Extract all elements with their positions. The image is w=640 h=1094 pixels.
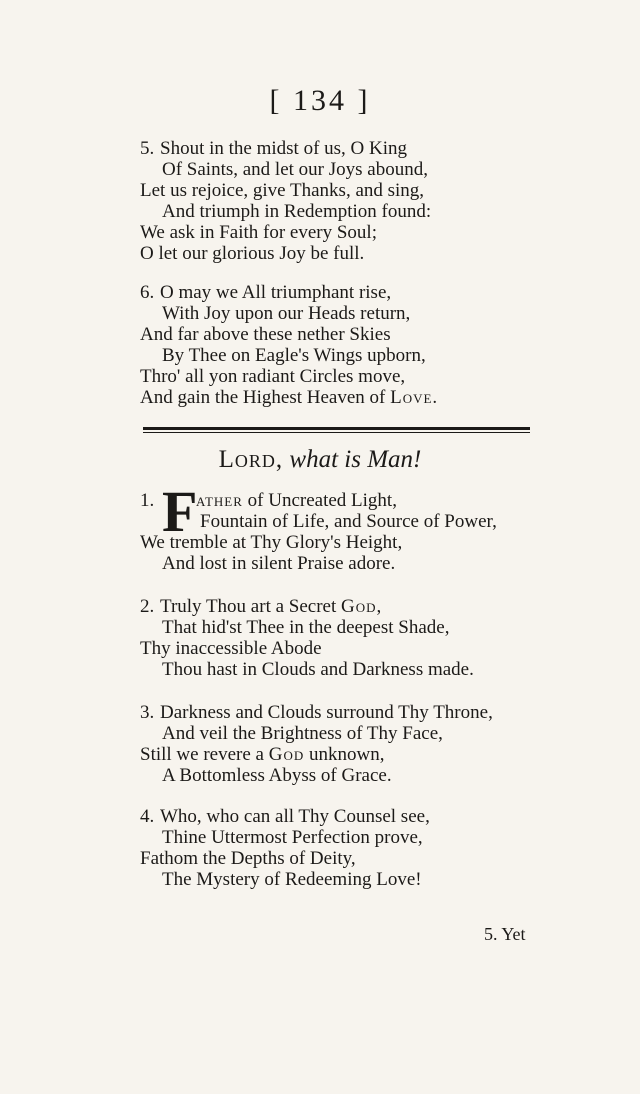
verse-line: Who, who can all Thy Counsel see, [160, 806, 430, 827]
verse-line: Thou hast in Clouds and Darkness made. [162, 659, 474, 680]
verse-line: Thine Uttermost Perfection prove, [162, 827, 423, 848]
verse-line: O let our glorious Joy be full. [140, 243, 365, 264]
verse-line: That hid'st Thee in the deepest Shade, [162, 617, 450, 638]
verse-line: And lost in silent Praise adore. [162, 553, 396, 574]
page-number: [ 134 ] [269, 84, 371, 117]
verse-line: With Joy upon our Heads return, [162, 303, 411, 324]
verse-line: A Bottomless Abyss of Grace. [162, 765, 392, 786]
title-italic: what is Man! [289, 446, 422, 473]
verse-line: We ask in Faith for every Soul; [140, 222, 377, 243]
hymn-title [0, 446, 640, 474]
verse-line: O may we All triumphant rise, [160, 282, 392, 303]
verse-line: Truly Thou art a Secret [160, 596, 337, 617]
title-small-caps: Lord, [218, 446, 284, 473]
verse-line: And veil the Brightness of Thy Face, [162, 723, 443, 744]
verse-line-text: Still we revere a [140, 744, 264, 765]
verse-2 [140, 596, 520, 680]
drop-cap: F [162, 479, 198, 544]
verse-line: Fountain of Life, and Source of Power, [200, 511, 497, 532]
verse-line: By Thee on Eagle's Wings upborn, [162, 345, 426, 366]
stanza-number: 5. [140, 138, 155, 159]
verse-1 [140, 490, 520, 574]
verse-line: Shout in the midst of us, O King [160, 138, 408, 159]
verse-line: Thy inaccessible Abode [140, 638, 322, 659]
verse-line-text: unknown, [308, 744, 385, 765]
verse-line: And far above these nether Skies [140, 324, 391, 345]
verse-3 [140, 702, 520, 786]
verse-line [140, 387, 520, 408]
stanza-number: 1. [140, 490, 155, 511]
verse-line: Of Saints, and let our Joys abound, [162, 159, 428, 180]
stanza-number: 4. [140, 806, 155, 827]
verse-line: And triumph in Redemption found: [162, 201, 432, 222]
verse-line: of Uncreated Light, [247, 490, 397, 511]
verse-4 [140, 806, 520, 890]
stanza-number: 6. [140, 282, 155, 303]
verse-line: Thro' all yon radiant Circles move, [140, 366, 406, 387]
verse-line: Fathom the Depths of Deity, [140, 848, 356, 869]
stanza-number: 2. [140, 596, 155, 617]
stanza-number: 3. [140, 702, 155, 723]
verse-line: We tremble at Thy Glory's Height, [140, 532, 403, 553]
section-rule-thin [143, 432, 530, 433]
small-caps-word: ather [196, 490, 243, 511]
small-caps-word: God [268, 744, 305, 765]
verse-line: Darkness and Clouds surround Thy Throne, [160, 702, 493, 723]
stanza-5 [140, 138, 520, 264]
catchword: 5. Yet [484, 924, 526, 944]
verse-line [140, 744, 520, 765]
verse-line: The Mystery of Redeeming Love! [162, 869, 422, 890]
verse-line: Let us rejoice, give Thanks, and sing, [140, 180, 425, 201]
small-caps-word: Love. [390, 387, 439, 408]
stanza-6 [140, 282, 520, 408]
verse-line-text: And gain the Highest Heaven of [140, 387, 386, 408]
small-caps-word: God, [341, 596, 383, 617]
section-rule [143, 427, 530, 430]
